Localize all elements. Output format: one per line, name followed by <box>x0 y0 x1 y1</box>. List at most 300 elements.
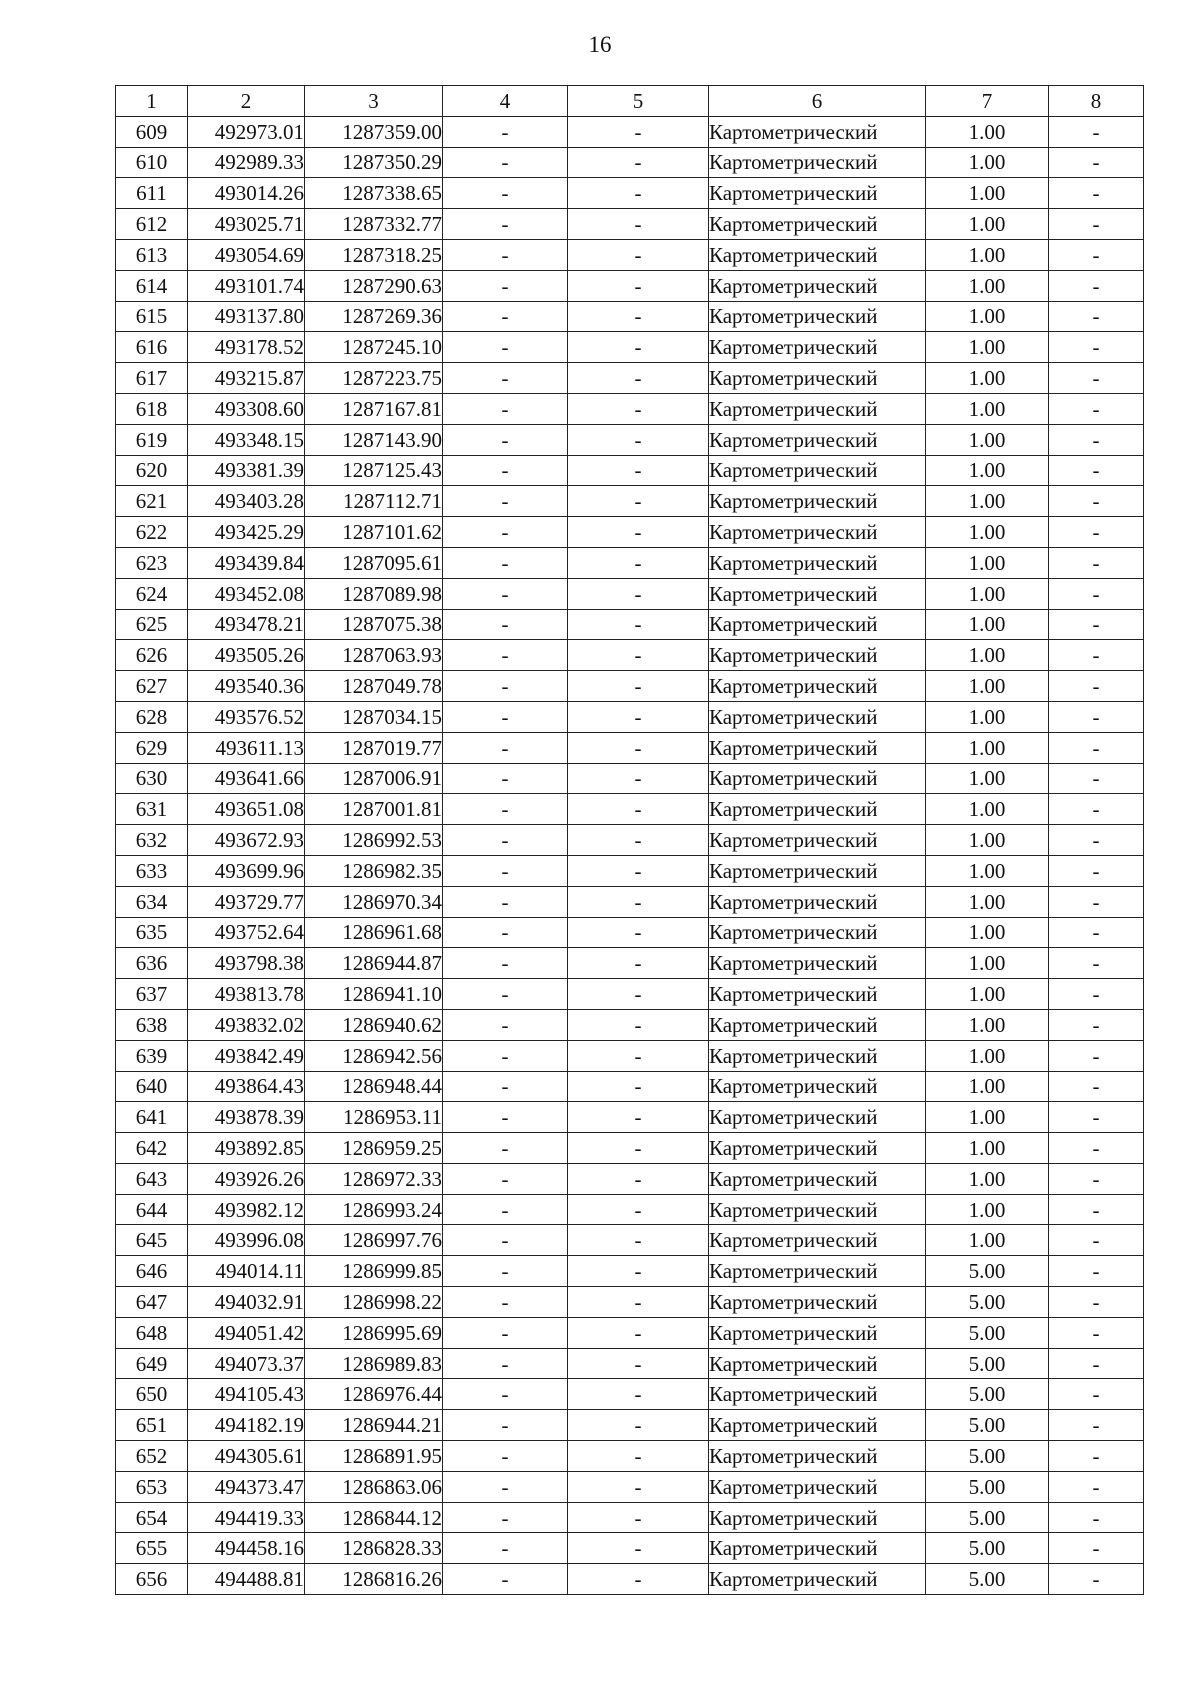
table-row <box>116 116 1144 147</box>
cell-col-8: - <box>1049 917 1144 948</box>
cell-col-4: - <box>443 917 568 948</box>
cell-method: Картометрический <box>709 547 926 578</box>
table-row <box>116 825 1144 856</box>
cell-col-5: - <box>568 1348 709 1379</box>
cell-col-4: - <box>443 1533 568 1564</box>
cell-col-8: - <box>1049 363 1144 394</box>
cell-y-coordinate: 1286816.26 <box>305 1564 443 1595</box>
page-number: 16 <box>588 32 612 57</box>
cell-x-coordinate: 494373.47 <box>188 1471 305 1502</box>
cell-x-coordinate: 492989.33 <box>188 147 305 178</box>
cell-col-4: - <box>443 547 568 578</box>
cell-accuracy: 1.00 <box>926 178 1049 209</box>
cell-point-number: 654 <box>116 1502 188 1533</box>
cell-col-4: - <box>443 640 568 671</box>
cell-x-coordinate: 494419.33 <box>188 1502 305 1533</box>
cell-col-4: - <box>443 178 568 209</box>
cell-col-8: - <box>1049 1441 1144 1472</box>
cell-accuracy: 5.00 <box>926 1410 1049 1441</box>
cell-method: Картометрический <box>709 1502 926 1533</box>
cell-col-8: - <box>1049 116 1144 147</box>
cell-col-8: - <box>1049 239 1144 270</box>
table-row <box>116 1256 1144 1287</box>
table-row <box>116 270 1144 301</box>
table-row <box>116 424 1144 455</box>
table-row <box>116 455 1144 486</box>
cell-x-coordinate: 494105.43 <box>188 1379 305 1410</box>
cell-col-4: - <box>443 147 568 178</box>
cell-point-number: 618 <box>116 393 188 424</box>
cell-col-4: - <box>443 1256 568 1287</box>
cell-method: Картометрический <box>709 855 926 886</box>
cell-method: Картометрический <box>709 517 926 548</box>
cell-col-8: - <box>1049 209 1144 240</box>
cell-x-coordinate: 494182.19 <box>188 1410 305 1441</box>
cell-col-5: - <box>568 1502 709 1533</box>
cell-y-coordinate: 1286942.56 <box>305 1040 443 1071</box>
cell-method: Картометрический <box>709 486 926 517</box>
cell-col-5: - <box>568 1194 709 1225</box>
cell-y-coordinate: 1287125.43 <box>305 455 443 486</box>
cell-col-5: - <box>568 701 709 732</box>
cell-accuracy: 5.00 <box>926 1379 1049 1410</box>
cell-accuracy: 1.00 <box>926 640 1049 671</box>
cell-col-4: - <box>443 363 568 394</box>
cell-x-coordinate: 493641.66 <box>188 763 305 794</box>
table-row <box>116 1071 1144 1102</box>
cell-col-5: - <box>568 1163 709 1194</box>
cell-y-coordinate: 1286998.22 <box>305 1287 443 1318</box>
cell-x-coordinate: 493478.21 <box>188 609 305 640</box>
cell-col-4: - <box>443 1102 568 1133</box>
header-cell-4: 4 <box>443 86 568 117</box>
cell-method: Картометрический <box>709 948 926 979</box>
cell-y-coordinate: 1286989.83 <box>305 1348 443 1379</box>
cell-accuracy: 1.00 <box>926 1071 1049 1102</box>
cell-point-number: 624 <box>116 578 188 609</box>
cell-col-8: - <box>1049 1379 1144 1410</box>
cell-accuracy: 1.00 <box>926 1040 1049 1071</box>
cell-col-8: - <box>1049 855 1144 886</box>
cell-y-coordinate: 1286944.21 <box>305 1410 443 1441</box>
cell-col-8: - <box>1049 671 1144 702</box>
cell-col-5: - <box>568 1471 709 1502</box>
cell-x-coordinate: 493982.12 <box>188 1194 305 1225</box>
cell-col-8: - <box>1049 1225 1144 1256</box>
cell-y-coordinate: 1287063.93 <box>305 640 443 671</box>
cell-y-coordinate: 1287049.78 <box>305 671 443 702</box>
cell-y-coordinate: 1286944.87 <box>305 948 443 979</box>
cell-accuracy: 1.00 <box>926 1009 1049 1040</box>
cell-point-number: 643 <box>116 1163 188 1194</box>
cell-point-number: 647 <box>116 1287 188 1318</box>
cell-y-coordinate: 1287245.10 <box>305 332 443 363</box>
cell-accuracy: 1.00 <box>926 948 1049 979</box>
cell-accuracy: 1.00 <box>926 1133 1049 1164</box>
cell-col-8: - <box>1049 1287 1144 1318</box>
cell-accuracy: 1.00 <box>926 486 1049 517</box>
cell-point-number: 621 <box>116 486 188 517</box>
cell-x-coordinate: 493729.77 <box>188 886 305 917</box>
cell-col-8: - <box>1049 301 1144 332</box>
cell-x-coordinate: 493699.96 <box>188 855 305 886</box>
cell-method: Картометрический <box>709 671 926 702</box>
cell-col-4: - <box>443 1009 568 1040</box>
cell-accuracy: 5.00 <box>926 1287 1049 1318</box>
cell-method: Картометрический <box>709 886 926 917</box>
cell-accuracy: 5.00 <box>926 1317 1049 1348</box>
cell-accuracy: 5.00 <box>926 1471 1049 1502</box>
cell-col-5: - <box>568 1410 709 1441</box>
cell-point-number: 640 <box>116 1071 188 1102</box>
cell-col-5: - <box>568 301 709 332</box>
table-row <box>116 1410 1144 1441</box>
table-row <box>116 486 1144 517</box>
cell-col-5: - <box>568 178 709 209</box>
cell-col-5: - <box>568 1317 709 1348</box>
cell-y-coordinate: 1287112.71 <box>305 486 443 517</box>
cell-col-5: - <box>568 270 709 301</box>
cell-accuracy: 1.00 <box>926 547 1049 578</box>
cell-accuracy: 1.00 <box>926 732 1049 763</box>
cell-col-5: - <box>568 517 709 548</box>
cell-accuracy: 1.00 <box>926 855 1049 886</box>
cell-method: Картометрический <box>709 1163 926 1194</box>
cell-x-coordinate: 493672.93 <box>188 825 305 856</box>
cell-col-5: - <box>568 363 709 394</box>
cell-point-number: 620 <box>116 455 188 486</box>
cell-col-4: - <box>443 1379 568 1410</box>
cell-point-number: 636 <box>116 948 188 979</box>
table-row <box>116 547 1144 578</box>
table-row <box>116 1564 1144 1595</box>
cell-col-5: - <box>568 547 709 578</box>
table-row <box>116 609 1144 640</box>
table-row <box>116 1287 1144 1318</box>
cell-col-8: - <box>1049 1317 1144 1348</box>
cell-method: Картометрический <box>709 1564 926 1595</box>
cell-y-coordinate: 1287359.00 <box>305 116 443 147</box>
cell-method: Картометрический <box>709 301 926 332</box>
cell-col-8: - <box>1049 609 1144 640</box>
cell-point-number: 627 <box>116 671 188 702</box>
header-cell-7: 7 <box>926 86 1049 117</box>
cell-col-4: - <box>443 1194 568 1225</box>
header-cell-5: 5 <box>568 86 709 117</box>
cell-x-coordinate: 493540.36 <box>188 671 305 702</box>
cell-x-coordinate: 492973.01 <box>188 116 305 147</box>
cell-point-number: 630 <box>116 763 188 794</box>
cell-point-number: 638 <box>116 1009 188 1040</box>
table-row <box>116 1163 1144 1194</box>
cell-col-5: - <box>568 732 709 763</box>
cell-col-5: - <box>568 332 709 363</box>
cell-accuracy: 1.00 <box>926 209 1049 240</box>
cell-accuracy: 1.00 <box>926 794 1049 825</box>
cell-col-4: - <box>443 732 568 763</box>
cell-point-number: 631 <box>116 794 188 825</box>
cell-method: Картометрический <box>709 1287 926 1318</box>
cell-col-4: - <box>443 609 568 640</box>
cell-col-5: - <box>568 578 709 609</box>
cell-col-8: - <box>1049 1133 1144 1164</box>
cell-col-8: - <box>1049 393 1144 424</box>
cell-method: Картометрический <box>709 1225 926 1256</box>
cell-y-coordinate: 1287143.90 <box>305 424 443 455</box>
cell-col-8: - <box>1049 701 1144 732</box>
cell-x-coordinate: 493926.26 <box>188 1163 305 1194</box>
cell-col-5: - <box>568 948 709 979</box>
cell-col-8: - <box>1049 640 1144 671</box>
cell-col-8: - <box>1049 424 1144 455</box>
table-row <box>116 917 1144 948</box>
cell-col-4: - <box>443 270 568 301</box>
cell-accuracy: 5.00 <box>926 1533 1049 1564</box>
cell-y-coordinate: 1287269.36 <box>305 301 443 332</box>
table-row <box>116 1102 1144 1133</box>
cell-y-coordinate: 1286941.10 <box>305 979 443 1010</box>
cell-y-coordinate: 1287019.77 <box>305 732 443 763</box>
cell-y-coordinate: 1286844.12 <box>305 1502 443 1533</box>
cell-method: Картометрический <box>709 1256 926 1287</box>
cell-y-coordinate: 1287095.61 <box>305 547 443 578</box>
table-row <box>116 794 1144 825</box>
table-row <box>116 1502 1144 1533</box>
cell-col-4: - <box>443 1410 568 1441</box>
cell-x-coordinate: 494488.81 <box>188 1564 305 1595</box>
cell-method: Картометрический <box>709 1040 926 1071</box>
cell-col-4: - <box>443 1502 568 1533</box>
cell-x-coordinate: 493576.52 <box>188 701 305 732</box>
cell-col-8: - <box>1049 455 1144 486</box>
cell-col-4: - <box>443 1163 568 1194</box>
cell-point-number: 634 <box>116 886 188 917</box>
cell-method: Картометрический <box>709 1317 926 1348</box>
cell-y-coordinate: 1286940.62 <box>305 1009 443 1040</box>
cell-point-number: 632 <box>116 825 188 856</box>
cell-point-number: 635 <box>116 917 188 948</box>
cell-x-coordinate: 493864.43 <box>188 1071 305 1102</box>
cell-y-coordinate: 1287338.65 <box>305 178 443 209</box>
cell-y-coordinate: 1286828.33 <box>305 1533 443 1564</box>
cell-col-5: - <box>568 1225 709 1256</box>
cell-point-number: 612 <box>116 209 188 240</box>
header-cell-3: 3 <box>305 86 443 117</box>
cell-method: Картометрический <box>709 1009 926 1040</box>
cell-point-number: 633 <box>116 855 188 886</box>
cell-col-8: - <box>1049 1040 1144 1071</box>
cell-col-5: - <box>568 917 709 948</box>
cell-point-number: 622 <box>116 517 188 548</box>
cell-x-coordinate: 494051.42 <box>188 1317 305 1348</box>
cell-col-5: - <box>568 1102 709 1133</box>
cell-col-4: - <box>443 701 568 732</box>
cell-method: Картометрический <box>709 178 926 209</box>
header-cell-6: 6 <box>709 86 926 117</box>
cell-point-number: 653 <box>116 1471 188 1502</box>
table-row <box>116 671 1144 702</box>
cell-method: Картометрический <box>709 1441 926 1472</box>
cell-method: Картометрический <box>709 701 926 732</box>
cell-col-4: - <box>443 1040 568 1071</box>
cell-col-5: - <box>568 825 709 856</box>
table-row <box>116 1040 1144 1071</box>
cell-method: Картометрический <box>709 209 926 240</box>
table-row <box>116 1471 1144 1502</box>
table-row <box>116 886 1144 917</box>
table-row <box>116 209 1144 240</box>
cell-method: Картометрический <box>709 732 926 763</box>
header-row <box>116 86 1144 117</box>
cell-col-8: - <box>1049 1163 1144 1194</box>
table-row <box>116 855 1144 886</box>
cell-col-5: - <box>568 640 709 671</box>
cell-y-coordinate: 1286995.69 <box>305 1317 443 1348</box>
table-row <box>116 701 1144 732</box>
cell-x-coordinate: 493651.08 <box>188 794 305 825</box>
cell-y-coordinate: 1287101.62 <box>305 517 443 548</box>
cell-col-4: - <box>443 455 568 486</box>
cell-col-5: - <box>568 763 709 794</box>
cell-x-coordinate: 494014.11 <box>188 1256 305 1287</box>
cell-accuracy: 1.00 <box>926 763 1049 794</box>
cell-col-4: - <box>443 1225 568 1256</box>
cell-col-5: - <box>568 886 709 917</box>
cell-col-4: - <box>443 855 568 886</box>
cell-col-5: - <box>568 1071 709 1102</box>
cell-x-coordinate: 493611.13 <box>188 732 305 763</box>
cell-accuracy: 1.00 <box>926 455 1049 486</box>
cell-x-coordinate: 493014.26 <box>188 178 305 209</box>
cell-col-4: - <box>443 239 568 270</box>
cell-y-coordinate: 1287001.81 <box>305 794 443 825</box>
cell-x-coordinate: 493308.60 <box>188 393 305 424</box>
cell-col-4: - <box>443 393 568 424</box>
cell-col-8: - <box>1049 979 1144 1010</box>
cell-y-coordinate: 1287075.38 <box>305 609 443 640</box>
cell-col-5: - <box>568 979 709 1010</box>
table-row <box>116 1379 1144 1410</box>
cell-x-coordinate: 493813.78 <box>188 979 305 1010</box>
cell-col-8: - <box>1049 1194 1144 1225</box>
cell-col-5: - <box>568 1256 709 1287</box>
table-row <box>116 1441 1144 1472</box>
cell-y-coordinate: 1286997.76 <box>305 1225 443 1256</box>
table-row <box>116 147 1144 178</box>
cell-point-number: 616 <box>116 332 188 363</box>
cell-accuracy: 5.00 <box>926 1348 1049 1379</box>
cell-col-8: - <box>1049 1102 1144 1133</box>
cell-x-coordinate: 494073.37 <box>188 1348 305 1379</box>
cell-col-4: - <box>443 116 568 147</box>
table-row <box>116 393 1144 424</box>
table-row <box>116 1225 1144 1256</box>
cell-point-number: 628 <box>116 701 188 732</box>
cell-col-8: - <box>1049 1410 1144 1441</box>
cell-method: Картометрический <box>709 1071 926 1102</box>
cell-point-number: 656 <box>116 1564 188 1595</box>
cell-x-coordinate: 493798.38 <box>188 948 305 979</box>
table-row <box>116 1317 1144 1348</box>
cell-x-coordinate: 493878.39 <box>188 1102 305 1133</box>
cell-col-4: - <box>443 209 568 240</box>
table-body <box>116 116 1144 1594</box>
cell-accuracy: 5.00 <box>926 1502 1049 1533</box>
cell-col-4: - <box>443 794 568 825</box>
cell-point-number: 649 <box>116 1348 188 1379</box>
cell-method: Картометрический <box>709 825 926 856</box>
cell-col-4: - <box>443 948 568 979</box>
cell-point-number: 625 <box>116 609 188 640</box>
cell-x-coordinate: 493996.08 <box>188 1225 305 1256</box>
cell-col-4: - <box>443 517 568 548</box>
cell-point-number: 644 <box>116 1194 188 1225</box>
cell-col-5: - <box>568 486 709 517</box>
cell-col-5: - <box>568 1009 709 1040</box>
cell-point-number: 650 <box>116 1379 188 1410</box>
cell-y-coordinate: 1286953.11 <box>305 1102 443 1133</box>
cell-method: Картометрический <box>709 116 926 147</box>
cell-method: Картометрический <box>709 1379 926 1410</box>
cell-accuracy: 1.00 <box>926 116 1049 147</box>
cell-point-number: 646 <box>116 1256 188 1287</box>
cell-accuracy: 1.00 <box>926 886 1049 917</box>
cell-y-coordinate: 1286976.44 <box>305 1379 443 1410</box>
cell-col-8: - <box>1049 486 1144 517</box>
cell-y-coordinate: 1286863.06 <box>305 1471 443 1502</box>
cell-point-number: 645 <box>116 1225 188 1256</box>
cell-col-5: - <box>568 209 709 240</box>
cell-point-number: 652 <box>116 1441 188 1472</box>
table-row <box>116 1348 1144 1379</box>
cell-x-coordinate: 493137.80 <box>188 301 305 332</box>
cell-accuracy: 1.00 <box>926 424 1049 455</box>
cell-method: Картометрический <box>709 1102 926 1133</box>
cell-method: Картометрический <box>709 763 926 794</box>
cell-method: Картометрический <box>709 1533 926 1564</box>
cell-col-4: - <box>443 1564 568 1595</box>
cell-col-8: - <box>1049 178 1144 209</box>
table-row <box>116 178 1144 209</box>
cell-x-coordinate: 494458.16 <box>188 1533 305 1564</box>
cell-col-4: - <box>443 1348 568 1379</box>
cell-accuracy: 1.00 <box>926 363 1049 394</box>
cell-y-coordinate: 1286948.44 <box>305 1071 443 1102</box>
table-row <box>116 1009 1144 1040</box>
cell-method: Картометрический <box>709 363 926 394</box>
cell-col-5: - <box>568 609 709 640</box>
cell-col-5: - <box>568 671 709 702</box>
cell-accuracy: 1.00 <box>926 1194 1049 1225</box>
cell-x-coordinate: 493101.74 <box>188 270 305 301</box>
cell-col-8: - <box>1049 270 1144 301</box>
cell-col-4: - <box>443 1317 568 1348</box>
cell-col-5: - <box>568 1533 709 1564</box>
cell-col-4: - <box>443 332 568 363</box>
cell-method: Картометрический <box>709 239 926 270</box>
cell-col-8: - <box>1049 763 1144 794</box>
cell-point-number: 609 <box>116 116 188 147</box>
cell-col-4: - <box>443 1071 568 1102</box>
cell-accuracy: 1.00 <box>926 671 1049 702</box>
cell-col-5: - <box>568 1040 709 1071</box>
cell-x-coordinate: 493425.29 <box>188 517 305 548</box>
cell-accuracy: 1.00 <box>926 578 1049 609</box>
cell-x-coordinate: 493215.87 <box>188 363 305 394</box>
cell-y-coordinate: 1286992.53 <box>305 825 443 856</box>
cell-y-coordinate: 1287167.81 <box>305 393 443 424</box>
cell-accuracy: 1.00 <box>926 609 1049 640</box>
